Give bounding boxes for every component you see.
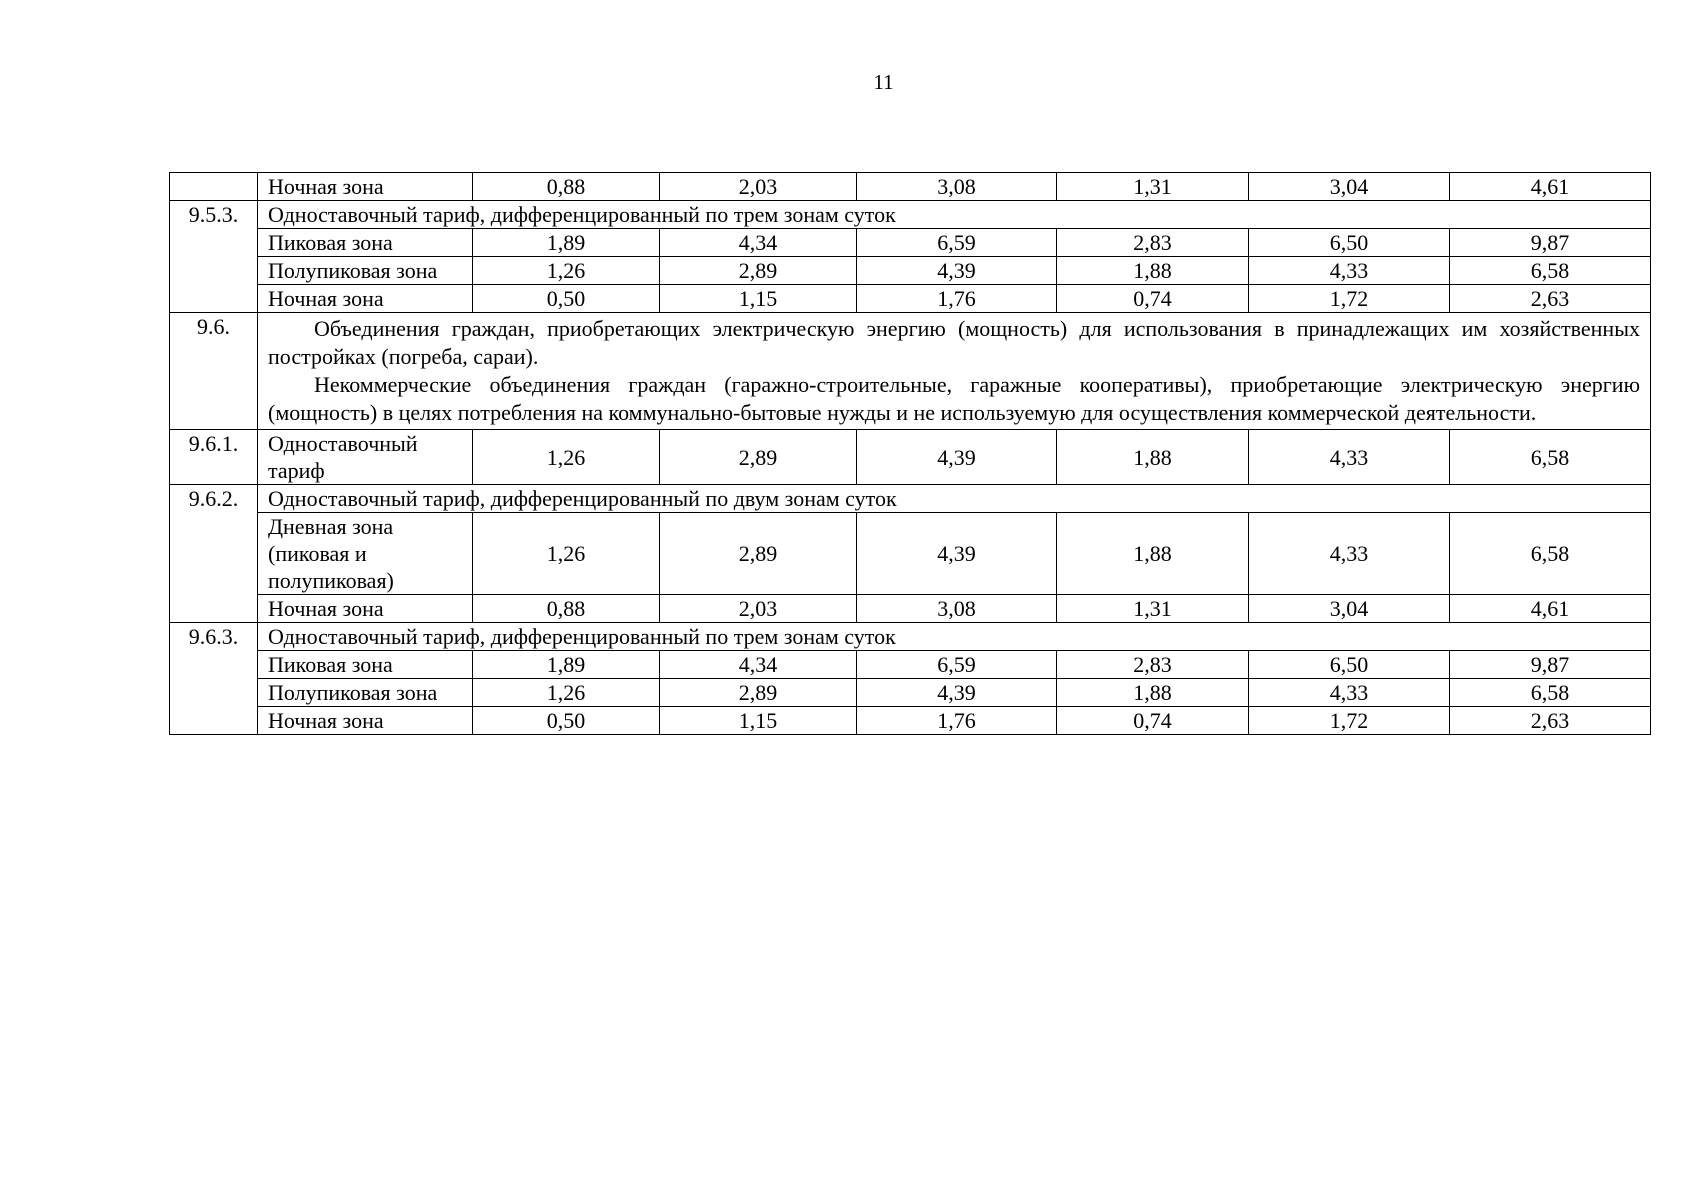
row-label: Ночная зона (258, 173, 473, 201)
table-row (170, 285, 1651, 313)
value-cell: 6,58 (1450, 513, 1651, 595)
value-cell: 6,50 (1249, 651, 1450, 679)
value-cell: 1,31 (1057, 595, 1249, 623)
value-cell: 1,15 (660, 707, 857, 735)
value-cell: 1,72 (1249, 707, 1450, 735)
row-label: Ночная зона (258, 707, 473, 735)
value-cell: 4,39 (857, 679, 1057, 707)
value-cell: 3,04 (1249, 173, 1450, 201)
value-cell: 2,83 (1057, 651, 1249, 679)
value-cell: 9,87 (1450, 229, 1651, 257)
value-cell: 0,50 (473, 707, 660, 735)
table-row (170, 679, 1651, 707)
description-paragraph: Некоммерческие объединения граждан (гаражно-строительные, гаражные кооперативы), приобретающие электрическую энергию (мощность) в целях потребления на коммунально-бытовые нужды и не используемую для осуществления коммерческой деятельности. (268, 372, 1640, 425)
table-row (170, 707, 1651, 735)
value-cell: 4,61 (1450, 173, 1651, 201)
value-cell: 1,88 (1057, 257, 1249, 285)
value-cell: 3,08 (857, 173, 1057, 201)
value-cell: 6,59 (857, 651, 1057, 679)
row-label: Полупиковая зона (258, 679, 473, 707)
section-description (258, 313, 1651, 430)
value-cell: 6,59 (857, 229, 1057, 257)
value-cell: 6,58 (1450, 257, 1651, 285)
section-number: 9.6.2. (170, 485, 258, 623)
value-cell: 4,33 (1249, 679, 1450, 707)
value-cell: 4,34 (660, 229, 857, 257)
section-heading: Одноставочный тариф, дифференцированный по двум зонам суток (258, 485, 1651, 513)
value-cell: 2,89 (660, 679, 857, 707)
value-cell: 3,08 (857, 595, 1057, 623)
value-cell: 0,88 (473, 595, 660, 623)
value-cell: 1,26 (473, 430, 660, 485)
value-cell: 4,33 (1249, 513, 1450, 595)
value-cell: 0,50 (473, 285, 660, 313)
value-cell: 1,72 (1249, 285, 1450, 313)
value-cell: 2,89 (660, 513, 857, 595)
section-heading-row (170, 623, 1651, 651)
value-cell: 1,76 (857, 707, 1057, 735)
page-number: 11 (873, 70, 894, 94)
table-row (170, 513, 1651, 595)
value-cell: 6,58 (1450, 430, 1651, 485)
row-label: Ночная зона (258, 285, 473, 313)
section-heading-row (170, 201, 1651, 229)
table-row (170, 651, 1651, 679)
value-cell: 4,34 (660, 651, 857, 679)
section-heading: Одноставочный тариф, дифференцированный по трем зонам суток (258, 623, 1651, 651)
value-cell: 1,15 (660, 285, 857, 313)
section-number: 9.6.1. (170, 430, 258, 485)
section-heading: Одноставочный тариф, дифференцированный по трем зонам суток (258, 201, 1651, 229)
table-row (170, 430, 1651, 485)
value-cell: 3,04 (1249, 595, 1450, 623)
row-label: Полупиковая зона (258, 257, 473, 285)
value-cell: 4,39 (857, 257, 1057, 285)
value-cell: 1,26 (473, 257, 660, 285)
description-paragraph: Объединения граждан, приобретающих электрическую энергию (мощность) для использования в принадлежащих им хозяйственных постройках (погреба, сараи). (268, 316, 1640, 369)
value-cell: 9,87 (1450, 651, 1651, 679)
value-cell: 1,88 (1057, 513, 1249, 595)
value-cell: 6,58 (1450, 679, 1651, 707)
value-cell: 1,89 (473, 651, 660, 679)
value-cell: 2,63 (1450, 285, 1651, 313)
section-number: 9.6. (170, 313, 258, 430)
value-cell: 2,03 (660, 173, 857, 201)
value-cell: 6,50 (1249, 229, 1450, 257)
value-cell: 4,39 (857, 513, 1057, 595)
value-cell: 2,83 (1057, 229, 1249, 257)
table-row (170, 229, 1651, 257)
section-number: 9.6.3. (170, 623, 258, 735)
value-cell: 1,31 (1057, 173, 1249, 201)
value-cell: 1,76 (857, 285, 1057, 313)
value-cell: 1,88 (1057, 430, 1249, 485)
table-row (170, 595, 1651, 623)
section-number: 9.5.3. (170, 201, 258, 313)
value-cell: 1,26 (473, 513, 660, 595)
row-label: Ночная зона (258, 595, 473, 623)
tariff-table (169, 172, 1651, 735)
table-row (170, 257, 1651, 285)
value-cell: 2,03 (660, 595, 857, 623)
row-label: Пиковая зона (258, 229, 473, 257)
value-cell: 2,63 (1450, 707, 1651, 735)
value-cell: 4,39 (857, 430, 1057, 485)
value-cell: 1,89 (473, 229, 660, 257)
value-cell: 4,33 (1249, 257, 1450, 285)
value-cell: 0,74 (1057, 707, 1249, 735)
row-number-empty (170, 173, 258, 201)
row-label: Дневная зона (пиковая и полупиковая) (258, 513, 473, 595)
table-row (170, 173, 1651, 201)
row-label: Пиковая зона (258, 651, 473, 679)
value-cell: 2,89 (660, 430, 857, 485)
value-cell: 1,88 (1057, 679, 1249, 707)
section-description-row (170, 313, 1651, 430)
section-heading-row (170, 485, 1651, 513)
value-cell: 2,89 (660, 257, 857, 285)
value-cell: 4,61 (1450, 595, 1651, 623)
value-cell: 4,33 (1249, 430, 1450, 485)
value-cell: 0,88 (473, 173, 660, 201)
row-label: Одноставочный тариф (258, 430, 473, 485)
value-cell: 0,74 (1057, 285, 1249, 313)
value-cell: 1,26 (473, 679, 660, 707)
